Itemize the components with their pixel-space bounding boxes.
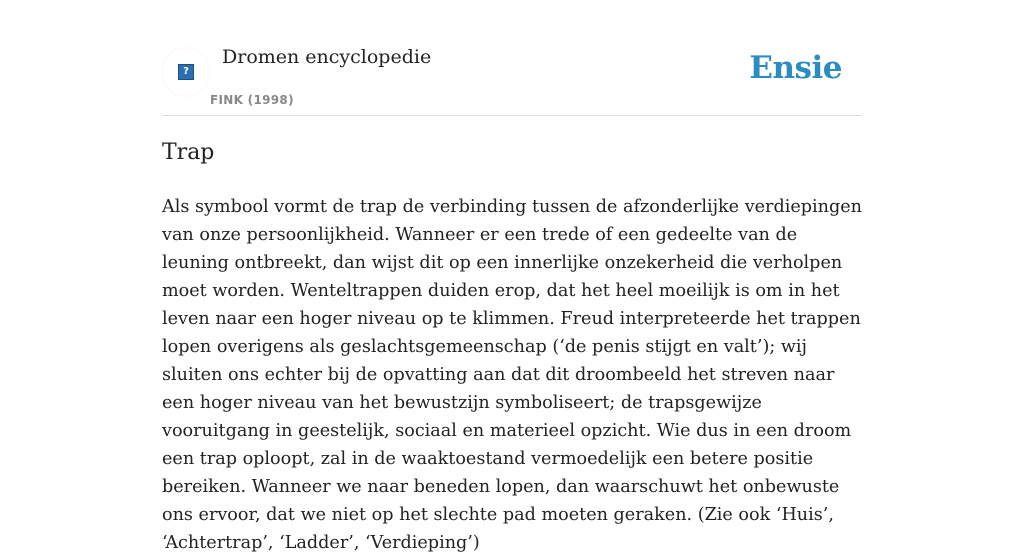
source-subtitle: FINK (1998) (210, 93, 294, 107)
entry-title: Trap (162, 140, 215, 165)
entry-body: Als symbool vormt de trap de verbinding tussen de afzonderlijke verdiepingen van onze persoonlijkheid. Wanneer er een trede of een gedeelte van de leuning ontbreekt, dan wijst dit op een innerlijke onzekerheid die verholpen moet worden. Wenteltrappen duiden erop, dat het heel moeilijk is om in het leven naar een hoger niveau op te klimmen. Freud interpreteerde het trappen lopen overigens als geslachtsgemeenschap (‘de penis stijgt en valt’); wij sluiten ons echter bij de opvatting aan dat dit droombeeld het streven naar een hoger niveau van het bewustzijn symboliseert; de trapsgewijze vooruitgang in geestelijk, sociaal en materieel opzicht. Wie dus in een droom een trap oploopt, zal in de waaktoestand vermoedelijk een betere positie bereiken. Wanneer we naar beneden lopen, dan waarschuwt het onbewuste ons ervoor, dat we niet op het slechte pad moeten geraken. (Zie ook ‘Huis’, ‘Achtertrap’, ‘Ladder’, ‘Verdieping’) (162, 197, 862, 553)
source-header (162, 40, 862, 116)
question-mark-icon: ? (178, 64, 194, 80)
source-logo[interactable] (162, 48, 210, 96)
source-title[interactable]: Dromen encyclopedie (222, 46, 432, 68)
ensie-logo[interactable]: Ensie (749, 50, 842, 86)
